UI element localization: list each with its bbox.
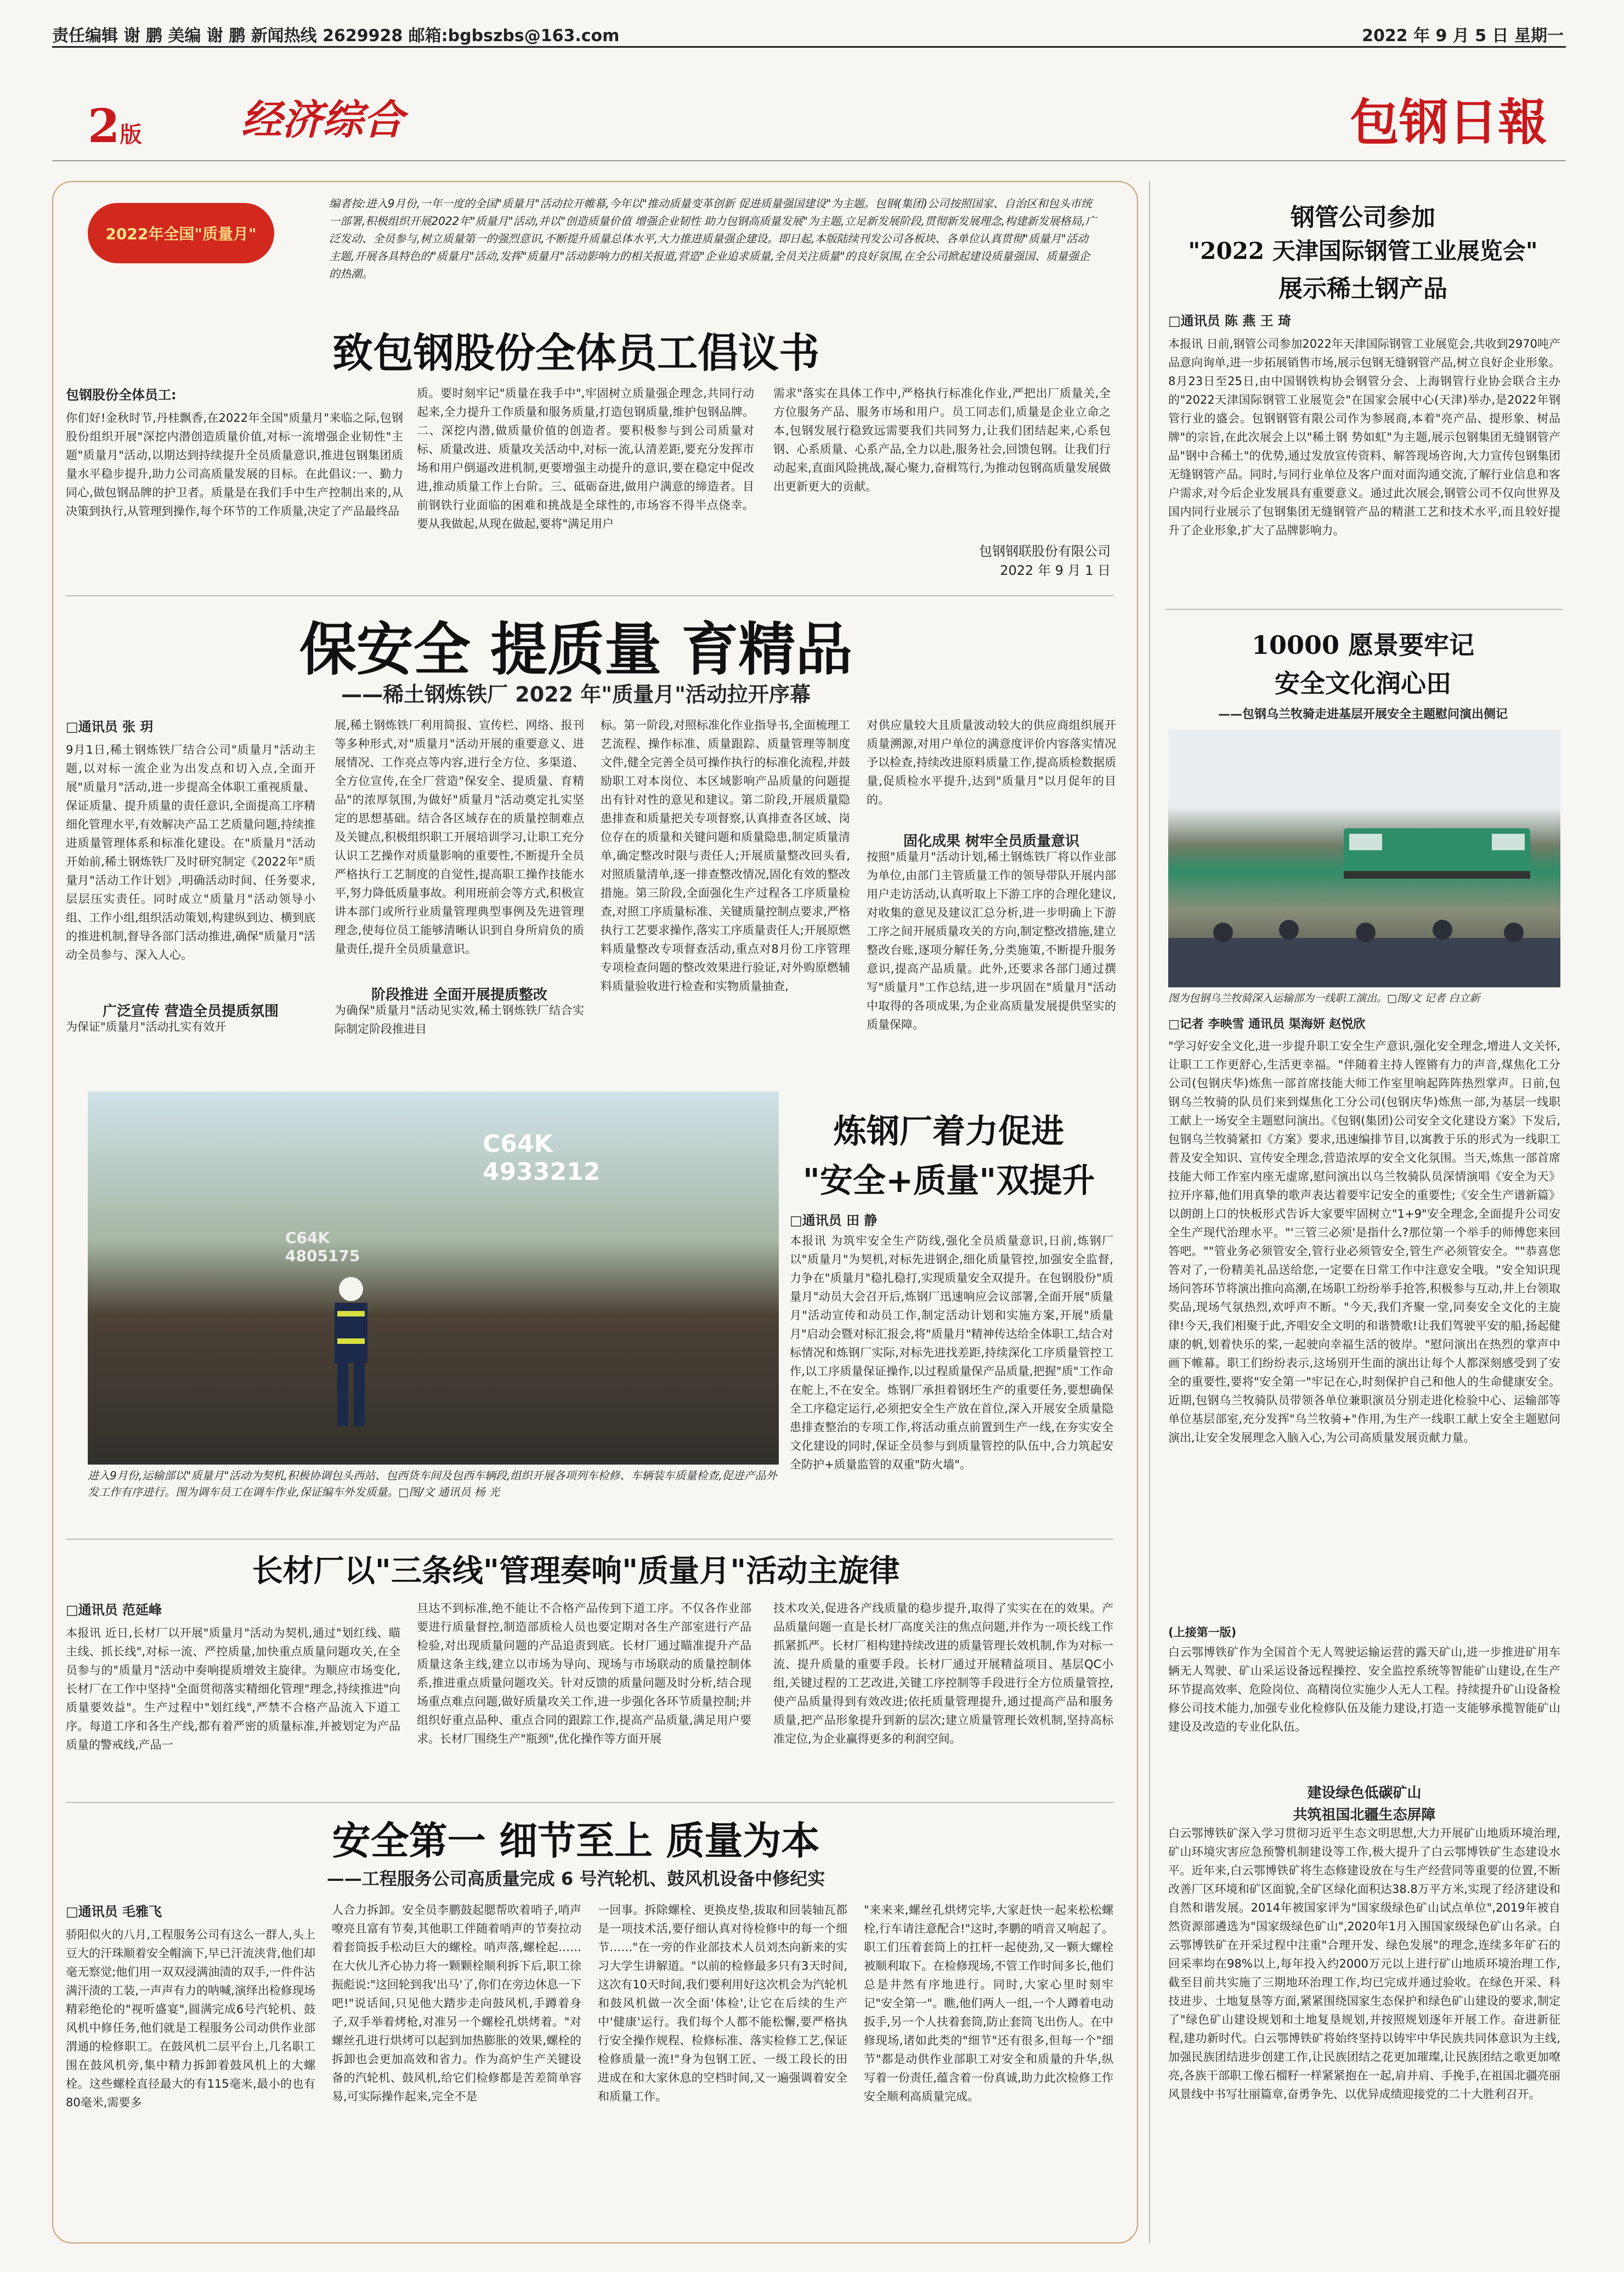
a1-salutation: 包钢股份全体员工: — [66, 387, 177, 403]
a4-col2: 旦达不到标准,绝不能让不合格产品传到下道工序。不仅各作业部要进行质量督控,制造部质检人员也要定期对各生产部室进行产品检验,对出现质量问题的产品追责到底。长材厂通过瞄准提升产品质量这条主线,建立以市场为导向、现场与市场联动的质量控制体系,推进重点质量问题攻关。针对反馈的质量问题及时分析,结合现场重点难点问题,做好质量攻关工作,进一步强化各环节质量控制;并组织好重点品种、重点合同的跟踪工作,提高产品质量,满足用户要求。长材厂围绕生产"瓶颈",优化操作等方面开展 — [417, 1602, 751, 1745]
a2-col1b: 为保证"质量月"活动扎实有效开 — [66, 1020, 227, 1033]
a3-byline: □通讯员 田 静 — [790, 1213, 878, 1228]
r3-body-1: 白云鄂博铁矿作为全国首个无人驾驶运输运营的露天矿山,进一步推进矿用车辆无人驾驶、矿山采运设备远程操控、安全监控系统等智能矿山建设,在生产环节提高效率、危险岗位、高精岗位实施少人无人工程。持续提升矿山设备检修公司技术能力,加强专业化检修队伍及能力建设,打造一支能够承揽智能矿山建设及改造的专业化队伍。 — [1168, 1646, 1560, 1733]
page-number — [88, 99, 142, 153]
a1-col2: 质。要时刻牢记"质量在我手中",牢固树立质量强企理念,共同行动起来,全力提升工作质量和服务质量,打造包钢质量,维护包钢品牌。二、深挖内潜,做质量价值的创造者。要积极参与到公司质量对标、质量改进、质量攻关活动中,对标一流,认清差距,要充分发挥市场和用户倒逼改进机制,更要增强主动提升的意识,要在稳定中促改进,推动质量工作上台阶。三、砥砺奋进,做用户满意的缔造者。目前钢铁行业面临的困难和挑战是全球性的,市场容不得半点侥幸。要从我做起,从现在做起,要将"满足用户 — [417, 387, 754, 530]
a1-bottom-rule — [66, 595, 1113, 596]
a3-bottom-rule — [66, 1539, 1113, 1540]
a5-col3: 一回事。拆除螺栓、更换皮垫,拔取和回装轴瓦都是一项技术活,要仔细认真对待检修中的每一个细节……"在一旁的作业部技术人员刘杰向新来的实习大学生讲解道。"以前的检修最多只有3天时间,这次有10天时间,我们要利用好这次机会为汽轮机和鼓风机做一次全面'体检',让它在后续的生产中'健康'运行。我们每个人都不能松懈,要严格执行安全操作规程、检修标准、落实检修工艺,保证检修质量一流!"身为包钢工匠、一级工段长的田进成在和大家休息的空档时间,又一遍强调着安全和质量工作。 — [598, 1903, 847, 2103]
column-divider — [1149, 181, 1150, 2243]
wagon-number-1: C64K 4933212 — [483, 1130, 601, 1186]
section-title: 经济综合 — [241, 97, 404, 144]
r2-byline: □记者 李映雪 通讯员 渠海妍 赵悦欣 — [1168, 1018, 1366, 1031]
a2-col2: 展,稀土钢炼铁厂利用简报、宣传栏、网络、报刊等多种形式,对"质量月"活动开展的重要意义、进展情况、工作亮点等内容,进行全方位、多渠道、全方位宣传,在全厂营造"保安全、提质量、育精品"的浓厚氛围,为做好"质量月"活动奠定扎实坚定的思想基础。结合各区域存在的质量控制难点及关键点,积极组织职工开展培训学习,让职工充分认识工艺操作对质量影响的重要性,不断提升全员严格执行工艺制度的自觉性,提高职工操作技能水平,努力降低质量事故。利用班前会等方式,积极宣讲本部门或所行业质量管理典型事例及先进管理理念,使每位员工能够清晰认识到自身所肩负的质量责任,提升全员质量意识。 — [335, 719, 584, 956]
a2-col2b: 为确保"质量月"活动见实效,稀土钢炼铁厂结合实际制定阶段推进目 — [335, 1004, 584, 1036]
a2-col4: 对供应量较大且质量波动较大的供应商组织展开质量溯源,对用户单位的满意度评价内容落实情况予以检查,持续改进原料质量工作,提高质检数据质量,促质检水平提升,达到"质量月"以月促年的目的。 — [867, 719, 1116, 806]
header-rule-2 — [52, 160, 1566, 161]
page-number-value: 2 — [88, 99, 120, 153]
r2-title-2: 安全文化润心田 — [1275, 669, 1451, 698]
paper-logo: 包钢日報 — [1350, 93, 1547, 151]
wagon-number-2: C64K 4805175 — [285, 1229, 360, 1265]
locomotive-graphic — [1344, 823, 1530, 883]
a2-subtitle: ——稀土钢炼铁厂 2022 年"质量月"活动拉开序幕 — [341, 682, 811, 707]
a4-bottom-rule — [66, 1802, 1113, 1803]
a2-col4b: 按照"质量月"活动计划,稀土钢炼铁厂将以作业部为单位,由部门主管质量工作的领导带队开展内部用户走访活动,认真听取上下游工序的合理化建议,对收集的意见及建议汇总分析,进一步明确上下游工序之间开展质量攻关的方向,制定整改措施,建立整改台账,逐项分解任务,分类施策,不断提升服务意识,提高产品质量。此外,还要求各部门通过撰写"质量月"工作总结,进一步巩固在"质量月"活动中取得的各项成果,为企业高质量发展提供坚实的质量保障。 — [867, 850, 1116, 1031]
a2-h2: 阶段推进 全面开展提质整改 — [371, 987, 548, 1003]
a3-body: 本报讯 为筑牢安全生产防线,强化全员质量意识,日前,炼钢厂以"质量月"为契机,对标先进钢企,细化质量管控,加强安全监督,力争在"质量月"稳扎稳打,实现质量安全双提升。在包钢股份"质量月"动员大会召开后,炼钢厂迅速响应会议部署,全面开展"质量月"活动宣传和动员工作,制定活动计划和实施方案,开展"质量月"启动会暨对标汇报会,将"质量月"精神传达给全体职工,结合对标情况和炼钢厂实际,对标先进找差距,持续深化工序质量管控工作,以工序质量保证操作,以过程质量保产品质量,把握"质"工作命在舵上,不在安全。炼钢厂承担着钢坯生产的重要任务,要想确保全工序稳定运行,必须把安全生产放在首位,深入开展安全质量隐患排查整治的专项工作,将活动重点前置到生产一线,在夯实安全文化建设的同时,保证全员参与到质量管控的队伍中,合力筑起安全防护+质量监管的双重"防火墙"。 — [790, 1234, 1113, 1471]
r1-title-1: 钢管公司参加 — [1291, 204, 1435, 231]
r2-subtitle: ——包钢乌兰牧骑走进基层开展安全主题慰问演出侧记 — [1218, 708, 1508, 721]
a5-col4: "来来来,螺丝孔烘烤完毕,大家赶快一起来松松螺栓,行车请注意配合!"这时,李鹏的哨音又响起了。职工们压着套筒上的扛杆一起使劲,又一颗大螺栓被顺利取下。在检修现场,不管工作时间多长,他们总是井然有序地进行。同时,大家心里时刻牢记"安全第一"。瞧,他们两人一组,一个人蹲着电动扳手,另一个人扶着套筒,防止套筒飞出伤人。在中修现场,诸如此类的"细节"还有很多,但每一个"细节"都是动供作业部职工对安全和质量的升华,纵写着一份责任,蕴含着一份真诚,助力此次检修工作安全顺利高质量完成。 — [864, 1903, 1113, 2103]
masthead — [0, 0, 1624, 77]
a5-byline: □通讯员 毛雅飞 — [66, 1904, 162, 1919]
r1-body: 本报讯 日前,钢管公司参加2022年天津国际钢管工业展览会,共收到2970吨产品意向询单,进一步拓展销售市场,展示包钢无缝钢管产品,树立良好企业形象。8月23日至25日,由中国钢铁构协会钢管分会、上海钢管行业协会联合主办的"2022天津国际钢管工业展览会"在国家会展中心(天津)举办,是2022年钢管行业的盛会。包钢钢管有限公司作为参展商,本着"亮产品、提形象、树品牌"的宗旨,在此次展会上以"稀土钢 势如虹"为主题,展示包钢集团无缝钢管产品"钢中合稀土"的优势,通过发放宣传资料、解答现场咨询,大力宣传包钢集团无缝钢管产品。同时,与同行业单位及客户面对面沟通交流,了解行业信息和客户需求,对今后企业发展具有重要意义。通过此次展会,钢管公司不仅向世界及国内同行业展示了包钢集团无缝钢管产品的精湛工艺和技术水平,而且较好提升了企业形象,扩大了品牌影响力。 — [1168, 337, 1560, 537]
r1-title-3: 展示稀土钢产品 — [1278, 275, 1447, 303]
a1-col3: 需求"落实在具体工作中,严格执行标准化作业,严把出厂质量关,全方位服务产品、服务市场和用户。员工同志们,质量是企业立命之本,包钢发展行稳致远需要我们共同努力,让我们团结起来,心系包钢、心系质量、心系产品,全力以赴,服务社会,回馈包钢。让我们行动起来,直面风险挑战,凝心聚力,奋楫笃行,为推动包钢高质量发展做出更新更大的贡献。 — [773, 387, 1111, 493]
r1-byline: □通讯员 陈 燕 王 琦 — [1168, 313, 1292, 329]
a1-title: 致包钢股份全体员工倡议书 — [332, 330, 819, 377]
a5-subtitle: ——工程服务公司高质量完成 6 号汽轮机、鼓风机设备中修纪实 — [326, 1868, 825, 1889]
r3-heading: 建设绿色低碳矿山 — [1307, 1785, 1422, 1801]
photo1-caption: 进入9月份,运输部以"质量月"活动为契机,积极协调包头西站、包西货车间及包西车辆段,组织开展各项列车检修、车辆装车质量检查,促进产品外发工作有序进行。图为调车员工在调车作业,保证编车外发质量。□图/文 通讯员 杨 光 — [88, 1469, 777, 1499]
a5-title: 安全第一 细节至上 质量为本 — [332, 1818, 820, 1863]
a5-col1: 骄阳似火的八月,工程服务公司有这么一群人,头上豆大的汗珠顺着安全帽滴下,早已汗流浃背,他们却毫无察觉;他们用一双双浸满油渍的双手,一件件沾满汗渍的工装,一声声有力的呐喊,演绎出检修现场精彩绝伦的"视听盛宴",圆满完成6号汽轮机、鼓风机中修任务,他们就是工程服务公司动供作业部渭通的检修职工。在鼓风机二层平台上,几名职工围在鼓风机旁,集中精力拆卸着鼓风机上的大螺栓。这些螺栓直径最大的有115毫米,最小的也有80毫米,需要多 — [66, 1928, 315, 2109]
r1-bottom-rule — [1165, 609, 1563, 610]
r2-body: "学习好安全文化,进一步提升职工安全生产意识,强化安全理念,增进人文关怀,让职工工作更舒心,生活更幸福。"伴随着主持人铿锵有力的声音,煤焦化工分公司(包钢庆华)炼焦一部首席技能大师工作室里响起阵阵热烈掌声。日前,包钢乌兰牧骑的队员们来到煤焦化工分公司(包钢庆华)炼焦一部,为基层一线职工献上一场安全主题慰问演出。《包钢(集团)公司安全文化建设方案》下发后,包钢乌兰牧骑紧扣《方案》要求,迅速编排节目,以寓教于乐的形式为一线职工普及安全知识、宣传安全理念,营造浓厚的安全文化氛围。当天,炼焦一部首席技能大师工作室内座无虚席,慰问演出以乌兰牧骑队员深情演唱《安全为天》拉开序幕,他们用真挚的歌声表达着要牢记安全的重要性;《安全生产谱新篇》以朗朗上口的快板形式告诉大家要牢固树立"1+9"安全理念,全面提升公司安全生产现代治理水平。"'三管三必须'是指什么?那位第一个举手的师傅您来回答吧。""管业务必须管安全,管行业必须管安全,管生产必须管安全。""恭喜您答对了,一份精美礼品送给您,一定要在日常工作中注意安全哦。"安全知识现场问答环节将演出推向高潮,在场职工纷纷举手抢答,积极参与互动,井上台领取奖品,现场气氛热烈,欢呼声不断。"今天,我们齐聚一堂,同奏安全文化的主旋律!今天,我们相聚于此,齐唱安全文明的和谐赞歌!让我们驾驶平安的船,扬起健康的帆,划着快乐的桨,一起驶向幸福生活的彼岸。"慰问演出在热烈的掌声中画下帷幕。职工们纷纷表示,这场别开生面的演出让每个人都深刻感受到了安全的重要性,要将"安全第一"牢记在心,时刻保护自己和他人的生命健康安全。近期,包钢乌兰牧骑队员带领各单位兼职演员分别走进化检验中心、运输部等单位基层部室,充分发挥"乌兰牧骑+"作用,为生产一线职工献上安全主题慰问演出,让安全发展理念入脑入心,为公司高质量发展贡献力量。 — [1168, 1039, 1560, 1444]
a2-title: 保安全 提质量 育精品 — [299, 615, 853, 683]
header-rule — [52, 46, 1566, 48]
a5-col2: 人合力拆卸。安全员李鹏鼓起腮帮吹着哨子,哨声嘹亮且富有节奏,其他职工伴随着哨声的节奏拉动着套筒扳手松动巨大的螺栓。哨声落,螺栓起……在大伙儿齐心协力将一颗颗栓顺利拆下后,职工徐振彪说:"这回轮到我'出马'了,你们在旁边休息一下吧!"说话间,只见他大踏步走向鼓风机,手蹲着身子,双手举着烤枪,对准另一个螺栓孔烘烤着。"对螺丝孔进行烘烤可以起到加热膨胀的效果,螺栓的拆卸也会更加高效和省力。作为高炉生产关键设备的汽轮机、鼓风机,给它们检修都是苦差简单容易,可实际操作起来,完全不是 — [332, 1903, 581, 2103]
quality-month-badge: 2022年全国"质量月" — [88, 203, 274, 263]
a4-col1: 本报讯 近日,长材厂以开展"质量月"活动为契机,通过"划红线、瞄主线、抓长线",对标一流、严控质量,加快重点质量问题攻关,在全员参与的"质量月"活动中奏响提质增效主旋律。为顺应市场变化,长材厂在工作中坚持"全面贯彻落实精细化管理"理念,持续推进"向质量要效益"。生产过程中"划红线",严禁不合格产品流入下道工序。每道工序和各生产线,都有着严密的质量标准,并被划定为产品质量的警戒线,产品一 — [66, 1626, 400, 1751]
performance-photo — [1168, 730, 1560, 987]
r3-body-2: 白云鄂博铁矿深入学习贯彻习近平生态文明思想,大力开展矿山地质环境治理,矿山环境灾害应急预警机制建设等工作,极大提升了白云鄂博铁矿生态建设水平。近年来,白云鄂博铁矿将生态修建设放在与生产经营同等重要的位置,不断改善厂区环境和矿区面貌,全矿区绿化面积达38.8万平方米,实现了经济建设和自然和谐发展。2014年被国家评为"国家级绿色矿山试点单位",2019年被自然资源部遴选为"国家级绿色矿山",2020年1月入围国家级绿色矿山名录。白云鄂博铁矿在开采过程中注重"合理开发、绿色发展"的理念,连续多年矿石的回采率均在98%以上,每年投入约2000万元以上进行矿山地质环境治理工作,截至目前共实施了三期地环治理工作,均已完成并通过验收。在绿色开采、科技进步、土地复垦等方面,紧紧围绕国家生态保护和绿色矿山建设的要求,制定了"绿色矿山建设规划和土地复垦规划,并按照规划逐年开展工作。奋进新征程,建功新时代。白云鄂博铁矿将始终坚持以铸牢中华民族共同体意识为主线,加强民族团结进步创建工作,让民族团结之花更加璀璨,让民族团结之歌更加嘹亮,各族干部职工像石榴籽一样紧紧抱在一起,肩并肩、手挽手,在祖国北疆亮丽风景线中书写壮丽篇章,奋勇争先、以优异成绩迎接党的二十大胜利召开。 — [1168, 1827, 1560, 2101]
worker-figure — [318, 1273, 384, 1432]
page-number-suffix: 版 — [120, 122, 142, 148]
a1-col1: 你们好!金秋时节,丹桂飘香,在2022年全国"质量月"来临之际,包钢股份组织开展"深挖内潜创造质量价值,对标一流增强企业韧性"主题"质量月"活动,以期达到持续提升全员质量意识,推进包钢集团质量水平稳步提升,助力公司高质量发展的目标。在此倡议:一、勤力同心,做包钢品牌的护卫者。质量是在我们手中生产控制出来的,从决策到执行,从管理到操作,每个环节的工作质量,决定了产品最终品 — [66, 411, 403, 518]
r2-caption: 图为包钢乌兰牧骑深入运输部为一线职工演出。□图/文 记者 白立新 — [1168, 992, 1480, 1004]
editor-line: 责任编辑 谢 鹏 美编 谢 鹏 新闻热线 2629928 邮箱:bgbszbs@163.com — [52, 26, 620, 46]
a2-byline: □通讯员 张 玥 — [66, 719, 154, 734]
a2-h1: 广泛宣传 营造全员提质氛围 — [102, 1003, 279, 1020]
crowd-graphic — [1168, 905, 1560, 987]
train-wagon-photo — [88, 1092, 779, 1465]
a4-title: 长材厂以"三条线"管理奏响"质量月"活动主旋律 — [252, 1553, 900, 1589]
r1-title-2: "2022 天津国际钢管工业展览会" — [1188, 238, 1538, 264]
a1-signer: 包钢钢联股份有限公司 — [979, 544, 1111, 559]
a3-title-2: "安全+质量"双提升 — [802, 1162, 1095, 1200]
a2-col1: 9月1日,稀土钢炼铁厂结合公司"质量月"活动主题,以对标一流企业为出发点和切入点,全面开展"质量月"活动,进一步提高全体职工重视质量、保证质量、提升质量的责任意识,全面提高工序精细化管理水平,有效解决产品工艺质量问题,持续推进质量管理体系和标准化建设。在"质量月"活动开始前,稀土钢炼铁厂及时研究制定《2022年"质量月"活动工作计划》,明确活动时间、任务要求,层层压实责任。同时成立"质量月"活动领导小组、工作小组,组织活动策划,构建纵到边、横到底的推进机制,督导各部门活动推进,确保"质量月"活动全员参与、深入人心。 — [66, 743, 315, 962]
editor-note: 编者按:进入9月份,一年一度的全国"质量月"活动拉开帷幕,今年以"推动质量变革创新 促进质量强国建设"为主题。包钢(集团)公司按照国家、自治区和包头市统一部署,积极组织开展2022年"质量月"活动,并以"创造质量价值 增强企业韧性 助力包钢高质量发展"为主题,立足新发展阶段,贯彻新发展理念,构建新发展格局,广泛发动、全员参与,树立质量第一的强烈意识,不断提升质量总体水平,大力推进质量强企建设。即日起,本版陆续刊发公司各板块、各单位认真贯彻"质量月"活动主题,开展各具特色的"质量月"活动,发挥"质量月"活动影响力的相关报道,营造"企业追求质量,全员关注质量"的良好氛围,在全公司掀起建设质量强国、质量强企的热潮。 — [329, 197, 1096, 280]
a2-col3: 标。第一阶段,对照标准化作业指导书,全面梳理工艺流程、操作标准、质量跟踪、质量管理等制度文件,健全完善全员可操作执行的标准化流程,并鼓励职工对本岗位、本区域影响产品质量的问题提出有针对性的意见和建议。第二阶段,开展质量隐患排查和质量把关专项督察,认真排查各区域、岗位存在的质量和关键问题和质量隐患,制定质量清单,确定整改时限与责任人;开展质量整改回头看,对照质量清单,逐一排查整改情况,固化有效的整改措施。第三阶段,全面强化生产过程各工序质量检查,对照工序质量标准、关键质量控制点要求,严格执行工艺要求操作,落实工序质量责任人;开展原燃料质量整改专项督查活动,重点对8月份工序管理专项检查问题的整改效果进行验证,对外购原燃辅料质量验收进行检查和实物质量抽查, — [601, 719, 850, 993]
issue-date: 2022 年 9 月 5 日 星期一 — [1362, 26, 1564, 46]
r2-title-1: 10000 愿景要牢记 — [1251, 630, 1475, 660]
r3-continued: (上接第一版) — [1168, 1626, 1237, 1639]
a3-title-1: 炼钢厂着力促进 — [834, 1112, 1064, 1151]
a4-byline: □通讯员 范延峰 — [66, 1602, 162, 1618]
r3-heading-2: 共筑祖国北疆生态屏障 — [1293, 1807, 1436, 1823]
a1-sign-date: 2022 年 9 月 1 日 — [1000, 563, 1111, 578]
a2-h3: 固化成果 树牢全员质量意识 — [903, 833, 1080, 850]
a4-col3: 技术攻关,促进各产线质量的稳步提升,取得了实实在在的效果。产品质量问题一直是长材厂高度关注的焦点问题,并作为一项长线工作抓紧抓严。长材厂相构建持续改进的质量管理长效机制,作为对标一流、提升质量的重要手段。长材厂通过开展精益项目、基层QC小组,关键过程的工艺改进,关键工序控制等手段进行全方位质量管控,使产品质量得到有效改进;依托质量管理提升,通过提高产品和服务质量,把产品形象提升到新的层次;建立质量管理长效机制,坚持高标准定位,为企业赢得更多的利润空间。 — [773, 1602, 1113, 1745]
